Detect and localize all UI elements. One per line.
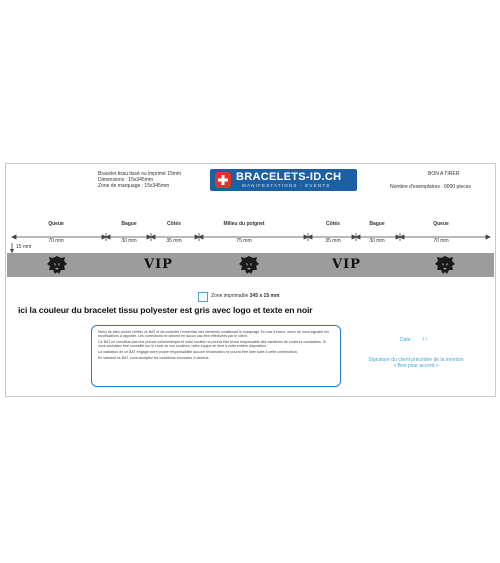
doc-title: BON A TIRER [428, 171, 460, 177]
product-info [98, 171, 181, 189]
printable-zone-size: 345 x 15 mm [249, 293, 280, 299]
segment-label: Bague [121, 221, 137, 227]
segment-label: Côtés [326, 221, 340, 227]
date-field[interactable] [400, 337, 427, 343]
lion-head-icon [46, 255, 68, 275]
segment-label: Côtés [167, 221, 181, 227]
printable-zone-label: Zone imprimable [211, 293, 249, 299]
signature-line-2: « Bon pour accord » [393, 363, 439, 369]
printable-zone-legend [211, 293, 279, 299]
segment-mm: 30 mm [369, 238, 385, 244]
vip-text: VIP [144, 257, 173, 272]
legal-paragraph: Ce BAT ne constitue pas une preuve colorimétrique et notre société ne pourra être tenue responsable des variations de couleurs constatées. Si vous souhaitez être conseillé sur le choix de vos couleurs, notre équipe se tient à votre entière disposition. [98, 340, 327, 349]
segment-mm: 35 mm [325, 238, 341, 244]
vip-text: VIP [332, 257, 361, 272]
segment-mm: 70 mm [433, 238, 449, 244]
height-label: 15 mm [16, 244, 32, 250]
printable-zone-swatch [198, 292, 208, 302]
lion-head-icon [434, 255, 456, 275]
segment-mm: 30 mm [121, 238, 137, 244]
segment-mm: 70 mm [48, 238, 64, 244]
legal-notice-box [91, 325, 341, 387]
segment-label: Bague [369, 221, 385, 227]
segment-label: Queue [48, 221, 64, 227]
lion-head-icon [238, 255, 260, 275]
segment-mm: 75 mm [236, 238, 252, 244]
color-note: ici la couleur du bracelet tissu polyester est gris avec logo et texte en noir [18, 305, 313, 315]
signature-line-1: Signature du client précédée de la mention [368, 357, 464, 363]
signature-instructions [366, 357, 466, 369]
dimension-arrows [6, 230, 495, 244]
date-label: Date : [400, 337, 414, 343]
legal-paragraph: La validation de ce BAT engage votre propre responsabilité aucune réclamation ne pourra être faite suite à cette confirmation. [98, 350, 298, 355]
height-arrow [9, 243, 15, 253]
brand-name: BRACELETS-ID.CH [236, 171, 342, 183]
segment-label: Queue [433, 221, 449, 227]
zone-line: Zone de marquage : 15x345mm [98, 183, 170, 189]
segment-mm: 35 mm [166, 238, 182, 244]
swiss-cross-icon [215, 172, 231, 188]
copies-line: Nombre d'exemplaires : 0000 pieces [390, 184, 471, 190]
brand-tagline: MANIFESTATIONS - EVENTS [242, 183, 331, 188]
legal-paragraph: Merci de bien vouloir vérifier ce BAT et de contrôler l'ensemble des éléments constituant le marquage. En cas d'erreur, merci de nous signaler les modifications à apporter. Les corrections ne doivent en aucun cas être effectuées par le client. [98, 330, 329, 339]
dimensions-line: Dimensions : 15x345mm [98, 177, 154, 183]
product-line: Bracelet tissu tissé ou imprimé 15mm [98, 171, 182, 177]
segment-label: Milieu du poignet [223, 221, 265, 227]
legal-paragraph: En validant ce BAT, vous acceptez les conditions énoncées ci-dessus. [98, 356, 210, 361]
proof-sheet [5, 163, 496, 397]
date-value: / / [422, 337, 427, 343]
brand-logo [210, 169, 357, 191]
